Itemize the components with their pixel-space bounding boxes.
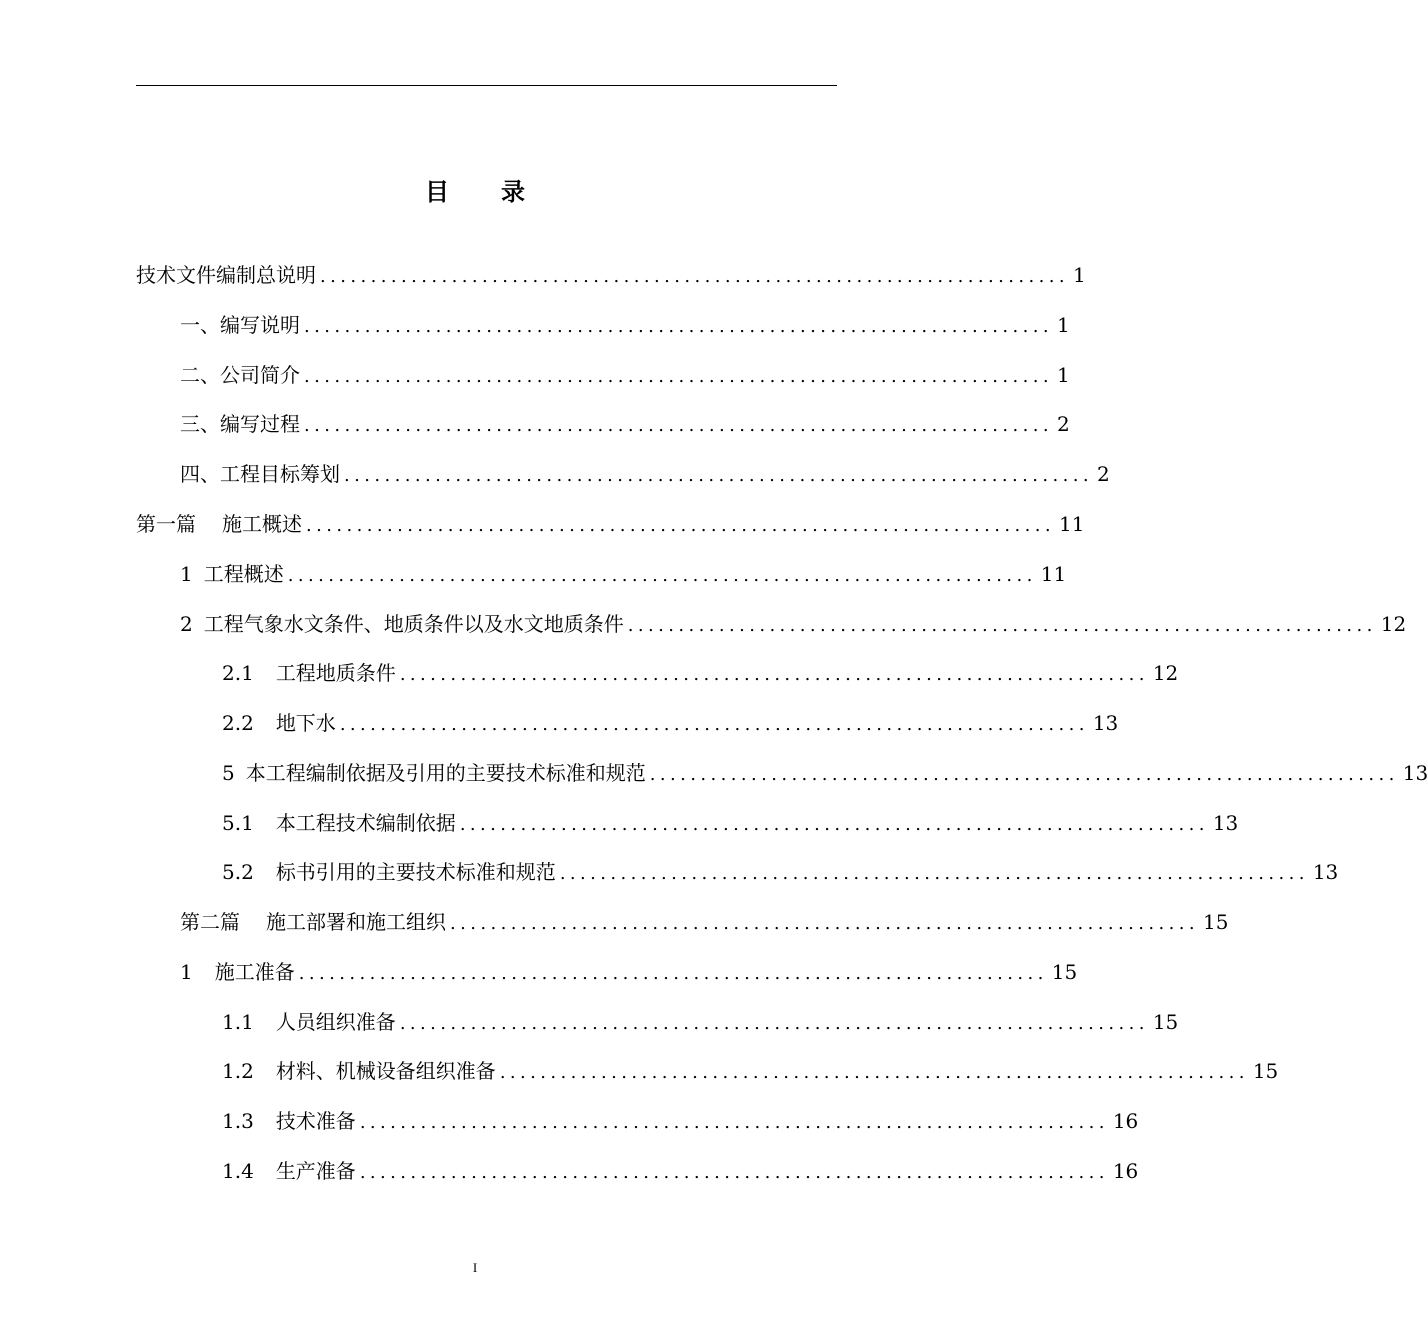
toc-entry[interactable]: [222, 655, 1179, 691]
toc-entry-page: 2: [1097, 462, 1110, 486]
toc-entry-number: 1.3: [222, 1109, 254, 1133]
toc-entry-page: 12: [1152, 661, 1179, 685]
toc-leader-dots: ..........................................................................: [559, 863, 1309, 884]
toc-entry[interactable]: [180, 357, 1070, 393]
toc-entry-label: 标书引用的主要技术标准和规范: [275, 860, 556, 884]
toc-entry-number: 第一篇: [136, 512, 196, 536]
toc-entry-number: 1.2: [222, 1059, 254, 1083]
toc-entry-page: 15: [1203, 910, 1229, 934]
toc-leader-dots: ..........................................................................: [306, 515, 1056, 536]
toc-entry-page: 16: [1112, 1109, 1139, 1133]
header-rule: [136, 85, 837, 86]
toc-entry[interactable]: [180, 406, 1070, 442]
toc-entry-label: 技术准备: [275, 1109, 356, 1133]
toc-title: [0, 176, 950, 208]
toc-entry-page: 13: [1312, 860, 1339, 884]
toc-entry-label: 施工部署和施工组织: [266, 910, 446, 934]
toc-leader-dots: ..........................................................................: [298, 963, 1048, 984]
toc-entry-label: 工程地质条件: [275, 661, 396, 685]
toc-entry-number: 1.1: [222, 1010, 254, 1034]
toc-entry-page: 13: [1092, 711, 1119, 735]
toc-leader-dots: ..........................................................................: [499, 1062, 1249, 1083]
toc-entry[interactable]: [180, 904, 1229, 940]
toc-entry-label: 工程气象水文条件、地质条件以及水文地质条件: [203, 612, 624, 636]
toc-entry[interactable]: [180, 456, 1110, 492]
toc-entry-label: 一、编写说明: [180, 313, 300, 337]
toc-entry[interactable]: [180, 307, 1070, 343]
toc-entry-label: 施工准备: [214, 960, 295, 984]
toc-entry-page: 15: [1252, 1059, 1279, 1083]
toc-entry[interactable]: [222, 705, 1119, 741]
toc-entry-number: 1.4: [222, 1159, 254, 1183]
toc-entry[interactable]: [180, 606, 1407, 642]
toc-entry-page: 2: [1057, 412, 1070, 436]
toc-leader-dots: ..........................................................................: [304, 415, 1054, 436]
toc-entry-label: 技术文件编制总说明: [136, 263, 316, 287]
toc-leader-dots: ..........................................................................: [459, 814, 1209, 835]
toc-entry-number: 2.1: [222, 661, 254, 685]
toc-entry-label: 地下水: [275, 711, 336, 735]
toc-entry-label: 施工概述: [222, 512, 302, 536]
toc-leader-dots: ..........................................................................: [339, 714, 1089, 735]
toc-entry[interactable]: [222, 1053, 1279, 1089]
toc-entry-page: 12: [1380, 612, 1407, 636]
toc-entry-page: 1: [1057, 313, 1070, 337]
toc-entry[interactable]: [222, 805, 1239, 841]
toc-leader-dots: ..........................................................................: [304, 366, 1054, 387]
toc-title-char-2: 录: [501, 178, 577, 206]
toc-leader-dots: ..........................................................................: [304, 316, 1054, 337]
toc-entry[interactable]: [222, 1004, 1179, 1040]
toc-entry-page: 1: [1057, 363, 1070, 387]
toc-leader-dots: ..........................................................................: [320, 266, 1070, 287]
toc-entry-number: 2.2: [222, 711, 254, 735]
toc-leader-dots: ..........................................................................: [649, 764, 1399, 785]
toc-entry-number: 5: [222, 761, 235, 785]
toc-entry-label: 工程概述: [203, 562, 284, 586]
toc-entry-number: 1: [180, 562, 193, 586]
toc-entry-label: 材料、机械设备组织准备: [275, 1059, 496, 1083]
toc-entry[interactable]: [180, 954, 1078, 990]
page-number: I: [472, 1260, 478, 1275]
toc-entry-number: 1: [180, 960, 193, 984]
toc-entry[interactable]: [222, 854, 1339, 890]
toc-entry-page: 15: [1051, 960, 1078, 984]
toc-entry-page: 13: [1212, 811, 1239, 835]
toc-entry-label: 本工程编制依据及引用的主要技术标准和规范: [245, 761, 646, 785]
toc-entry-page: 1: [1073, 263, 1086, 287]
toc-entry-page: 11: [1040, 562, 1067, 586]
toc-entry-label: 二、公司简介: [180, 363, 300, 387]
toc-entry-label: 四、工程目标筹划: [180, 462, 340, 486]
toc-entry-page: 13: [1402, 761, 1428, 785]
toc-entry[interactable]: [222, 1103, 1139, 1139]
toc-entry-number: 5.2: [222, 860, 254, 884]
toc-leader-dots: ..........................................................................: [287, 565, 1037, 586]
toc-leader-dots: ..........................................................................: [627, 615, 1377, 636]
toc-leader-dots: ..........................................................................: [399, 664, 1149, 685]
toc-entry-number: 2: [180, 612, 193, 636]
toc-entry-label: 三、编写过程: [180, 412, 300, 436]
toc-entry-page: 11: [1059, 512, 1085, 536]
toc-leader-dots: ..........................................................................: [344, 465, 1094, 486]
toc-entry-number: 第二篇: [180, 910, 240, 934]
toc-leader-dots: ..........................................................................: [399, 1013, 1149, 1034]
toc-entry-label: 生产准备: [275, 1159, 356, 1183]
toc-entry-page: 16: [1112, 1159, 1139, 1183]
toc-entry[interactable]: [136, 506, 1085, 542]
toc-entry[interactable]: [222, 755, 1428, 791]
toc-entry-label: 本工程技术编制依据: [275, 811, 456, 835]
toc-entry-number: 5.1: [222, 811, 254, 835]
toc-entry-label: 人员组织准备: [275, 1010, 396, 1034]
toc-entry[interactable]: [180, 556, 1067, 592]
toc-leader-dots: ..........................................................................: [359, 1112, 1109, 1133]
toc-entry-page: 15: [1152, 1010, 1179, 1034]
toc-leader-dots: ..........................................................................: [359, 1162, 1109, 1183]
toc-entry[interactable]: [222, 1153, 1139, 1189]
toc-entry[interactable]: [136, 257, 1086, 293]
toc-title-char-1: 目: [425, 178, 501, 206]
toc-leader-dots: ..........................................................................: [450, 913, 1200, 934]
